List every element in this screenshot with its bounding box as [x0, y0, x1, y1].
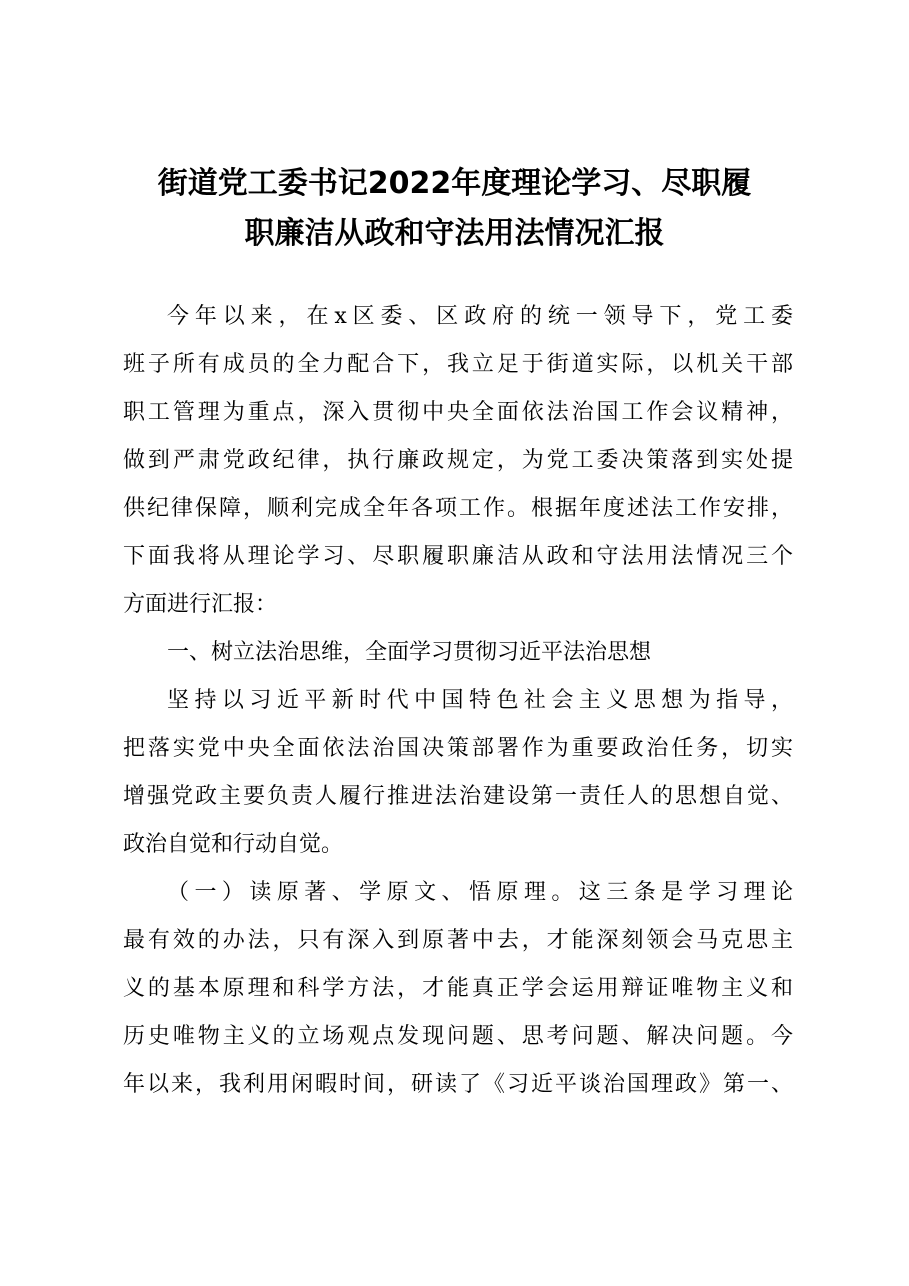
section-heading: 一、树立法治思维，全面学习贯彻习近平法治思想 [167, 640, 652, 665]
paragraph-line: 今年以来，在x区委、区政府的统一领导下，党工委 [167, 304, 793, 329]
paragraph-line: 最有效的办法，只有深入到原著中去，才能深刻领会马克思主 [123, 928, 793, 953]
paragraph-line: 把落实党中央全面依法治国决策部署作为重要政治任务，切实 [123, 736, 793, 761]
paragraph-line: 下面我将从理论学习、尽职履职廉洁从政和守法用法情况三个 [123, 544, 793, 569]
paragraph-line: 义的基本原理和科学方法，才能真正学会运用辩证唯物主义和 [123, 976, 793, 1001]
paragraph-line: 年以来，我利用闲暇时间，研读了《习近平谈治国理政》第一、 [123, 1072, 793, 1097]
paragraph-line: 方面进行汇报： [123, 592, 278, 617]
paragraph-line: 职工管理为重点，深入贯彻中央全面依法治国工作会议精神， [123, 400, 793, 425]
paragraph-line: 历史唯物主义的立场观点发现问题、思考问题、解决问题。今 [123, 1024, 793, 1049]
subsection-heading-line: （一）读原著、学原文、悟原理。这三条是学习理论 [167, 880, 793, 905]
paragraph-line: 政治自觉和行动自觉。 [123, 832, 344, 857]
document-title-line-1: 街道党工委书记2022年度理论学习、尽职履 [157, 166, 752, 201]
document-title-line-2: 职廉洁从政和守法用法情况汇报 [244, 216, 665, 251]
paragraph-line: 做到严肃党政纪律，执行廉政规定，为党工委决策落到实处提 [123, 448, 793, 473]
paragraph-line: 坚持以习近平新时代中国特色社会主义思想为指导， [167, 688, 793, 713]
paragraph-line: 班子所有成员的全力配合下，我立足于街道实际，以机关干部 [123, 352, 793, 377]
paragraph-line: 供纪律保障，顺利完成全年各项工作。根据年度述法工作安排， [123, 496, 793, 521]
paragraph-line: 增强党政主要负责人履行推进法治建设第一责任人的思想自觉、 [123, 784, 793, 809]
